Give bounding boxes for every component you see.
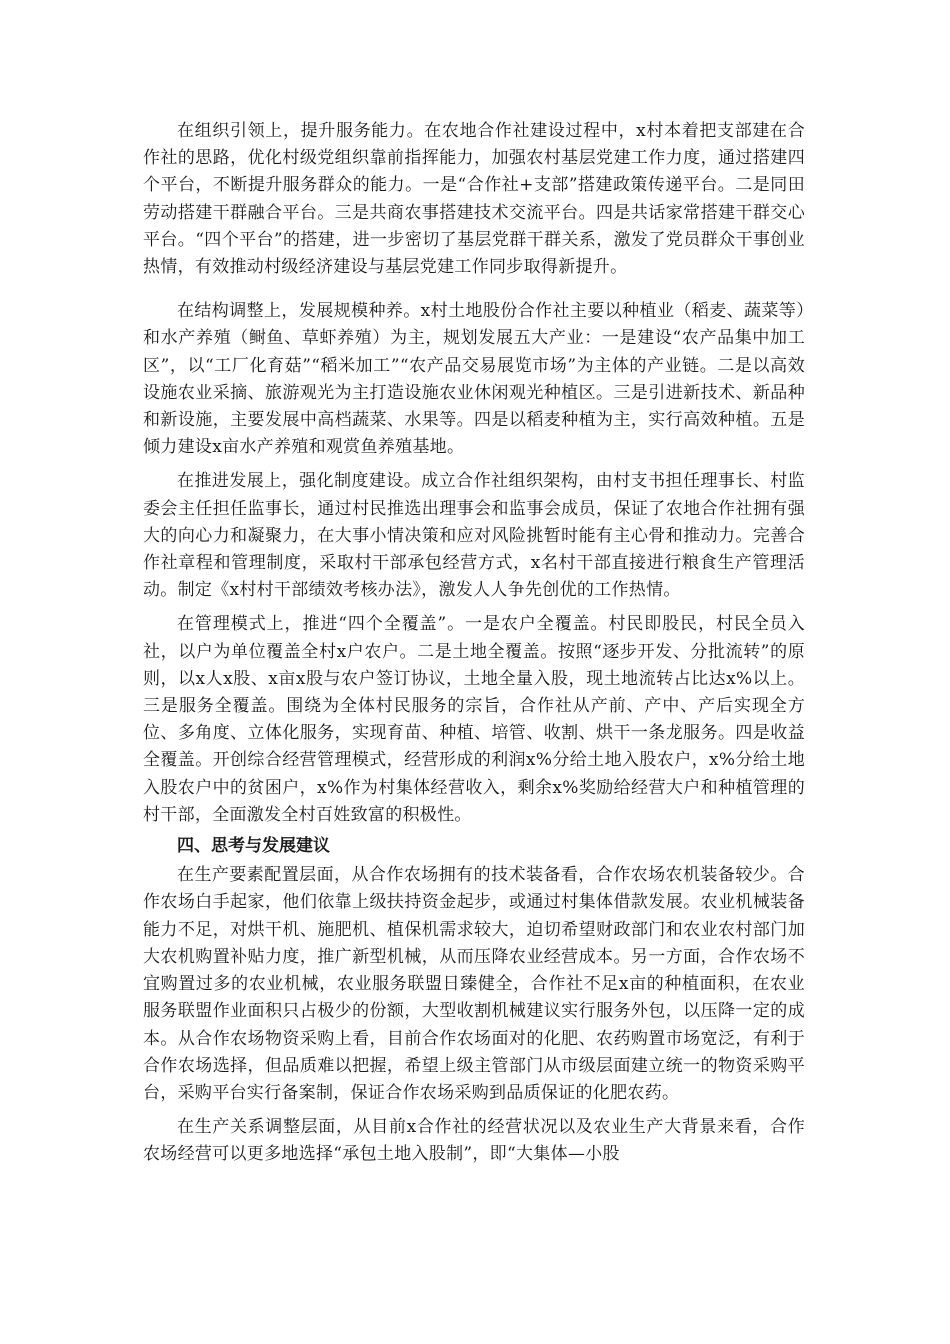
paragraph-organization: 在组织引领上，提升服务能力。在农地合作社建设过程中，x村本着把支部建在合作社的思路，优化村级党组织靠前指挥能力，加强农村基层党建工作力度，通过搭建四个平台，不断提升服务群众的能力。一是“合作社+支部”搭建政策传递平台。二是同田劳动搭建干群融合平台。三是共商农事搭建技术交流平台。四是共话家常搭建干群交心平台。“四个平台”的搭建，进一步密切了基层党群干群关系，激发了党员群众干事创业热情，有效推动村级经济建设与基层党建工作同步取得新提升。 [143,121,805,278]
paragraph-production-factors: 在生产要素配置层面，从合作农场拥有的技术装备看，合作农场农机装备较少。合作农场白手起家，他们依靠上级扶持资金起步，或通过村集体借款发展。农业机械装备能力不足，对烘干机、施肥机、植保机需求较大，迫切希望财政部门和农业农村部门加大农机购置补贴力度，推广新型机械，从而压降农业经营成本。另一方面，合作农场不宜购置过多的农业机械，农业服务联盟日臻健全，合作社不足x亩的种植面积，在农业服务联盟作业面积只占极少的份额，大型收割机械建议实行服务外包，以压降一定的成本。从合作农场物资采购上看，目前合作农场面对的化肥、农药购置市场宽泛，有利于合作农场选择，但品质难以把握，希望上级主管部门从市级层面建立统一的物资采购平台，采购平台实行备案制，保证合作农场采购到品质保证的化肥农药。 [143,865,805,1103]
paragraph-development: 在推进发展上，强化制度建设。成立合作社组织架构，由村支书担任理事长、村监委会主任担任监事长，通过村民推选出理事会和监事会成员，保证了农地合作社拥有强大的向心力和凝聚力，在大事小情决策和应对风险挑暂时能有主心骨和推动力。完善合作社章程和管理制度，采取村干部承包经营方式，x名村干部直接进行粮食生产管理活动。制定《x村村干部绩效考核办法》，激发人人争先创优的工作热情。 [143,471,805,601]
document-page [143,118,805,1169]
paragraph-structure: 在结构调整上，发展规模种养。x村土地股份合作社主要以种植业（稻麦、蔬菜等）和水产养殖（鲥鱼、草虾养殖）为主，规划发展五大产业：一是建设“农产品集中加工区”，以“工厂化育菇”“稻米加工”“农产品交易展览市场”为主体的产业链。二是以高效设施农业采摘、旅游观光为主打造设施农业休闲观光种植区。三是引进新技术、新品种和新设施，主要发展中高档蔬菜、水果等。四是以稻麦种植为主，实行高效种植。五是倾力建设x亩水产养殖和观赏鱼养殖基地。 [143,301,805,458]
paragraph-management: 在管理模式上，推进“四个全覆盖”。一是农户全覆盖。村民即股民，村民全员入社，以户为单位覆盖全村x户农户。二是土地全覆盖。按照“逐步开发、分批流转”的原则，以x人x股、x亩x股与农户签订协议，土地全量入股，现土地流转占比达x%以上。三是服务全覆盖。围绕为全体村民服务的宗旨，合作社从产前、产中、产后实现全方位、多角度、立体化服务，实现育苗、种植、培管、收割、烘干一条龙服务。四是收益全覆盖。开创综合经营管理模式，经营形成的利润x%分给土地入股农户，x%分给土地入股农户中的贫困户，x%作为村集体经营收入，剩余x%奖励给经营大户和种植管理的村干部，全面激发全村百姓致富的积极性。 [143,614,805,825]
section-heading: 四、思考与发展建议 [177,836,330,857]
paragraph-production-relations: 在生产关系调整层面，从目前x合作社的经营状况以及农业生产大背景来看，合作农场经营可以更多地选择“承包土地入股制”，即“大集体—小股 [143,1117,805,1165]
